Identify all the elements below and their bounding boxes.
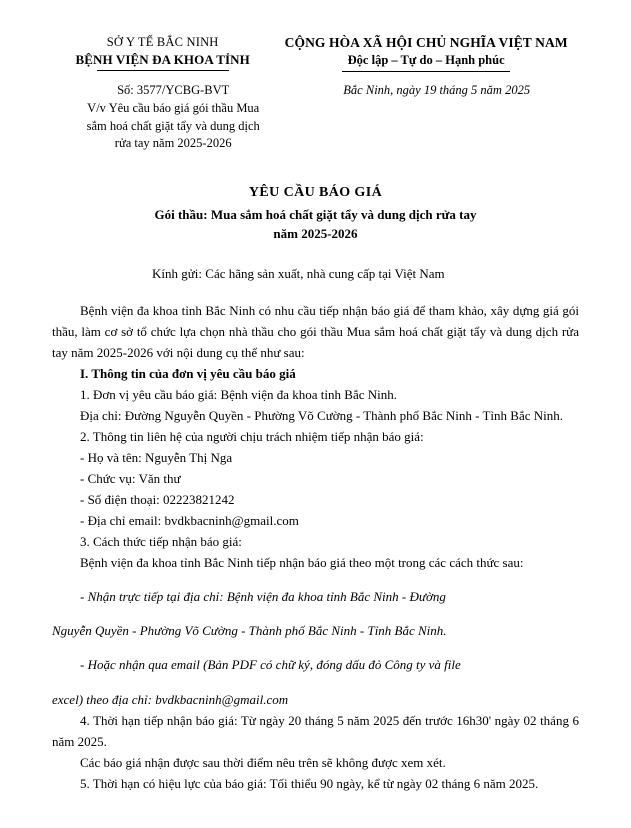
package-title-line1: Gói thầu: Mua sắm hoá chất giặt tẩy và dung dịch rửa tay [154, 207, 477, 223]
item-4-note: Các báo giá nhận được sau thời điểm nêu trên sẽ không được xem xét. [80, 754, 446, 770]
item-2: 2. Thông tin liên hệ của người chịu trách nhiệm tiếp nhận báo giá: [80, 429, 424, 445]
item-3: 3. Cách thức tiếp nhận báo giá: [80, 534, 242, 550]
department-name: SỞ Y TẾ BẮC NINH [106, 35, 219, 49]
hospital-name: BỆNH VIỆN ĐA KHOA TỈNH [75, 51, 250, 67]
item-1: 1. Đơn vị yêu cầu báo giá: Bệnh viện đa khoa tỉnh Bắc Ninh. [80, 386, 397, 402]
document-reference [52, 82, 294, 153]
package-title-line2: năm 2025-2026 [273, 225, 358, 241]
document-subheader [52, 82, 579, 153]
item-3-method-1-line1: - Nhận trực tiếp tại địa chỉ: Bệnh viện đa khoa tỉnh Bắc Ninh - Đường [80, 589, 446, 605]
contact-name: - Họ và tên: Nguyễn Thị Nga [80, 450, 233, 466]
recipient-line: Kính gửi: Các hãng sản xuất, nhà cung cấp tại Việt Nam [152, 265, 445, 281]
place-and-date: Bắc Ninh, ngày 19 tháng 5 năm 2025 [343, 83, 531, 98]
document-body [52, 300, 579, 794]
header-left-divider [97, 70, 229, 71]
header-right-divider [342, 71, 510, 72]
national-motto: Độc lập – Tự do – Hạnh phúc [347, 53, 505, 68]
item-1-address: Địa chỉ: Đường Nguyễn Quyền - Phường Võ Cường - Thành phố Bắc Ninh - Tỉnh Bắc Ninh. [80, 408, 563, 424]
issuing-organization [52, 34, 273, 71]
document-subject-line1: V/v Yêu cầu báo giá gói thầu Mua [87, 100, 260, 115]
country-name: CỘNG HÒA XÃ HỘI CHỦ NGHĨA VIỆT NAM [284, 35, 568, 50]
section-1-heading: I. Thông tin của đơn vị yêu cầu báo giá [80, 365, 296, 381]
contact-email: - Địa chỉ email: bvdkbacninh@gmail.com [80, 513, 299, 529]
item-3-method-2-line1: - Hoặc nhận qua email (Bản PDF có chữ ký, đóng dấu đỏ Công ty và file [80, 657, 461, 673]
item-4: 4. Thời hạn tiếp nhận báo giá: Từ ngày 20 tháng 5 năm 2025 đến trước 16h30' ngày 02 tháng 6 năm 2025. [52, 712, 579, 749]
title-block [52, 185, 579, 244]
item-3-method-2-line2: excel) theo địa chỉ: bvdkbacninh@gmail.com [52, 691, 289, 707]
item-3-method-1-line2: Nguyễn Quyền - Phường Võ Cường - Thành phố Bắc Ninh - Tỉnh Bắc Ninh. [52, 623, 447, 639]
page-title: YÊU CẦU BÁO GIÁ [248, 185, 383, 201]
contact-role: - Chức vụ: Văn thư [80, 471, 181, 487]
item-3-intro: Bệnh viện đa khoa tỉnh Bắc Ninh tiếp nhận báo giá theo một trong các cách thức sau: [80, 555, 524, 571]
document-number: Số: 3577/YCBG-BVT [117, 83, 230, 98]
contact-phone: - Số điện thoại: 02223821242 [80, 492, 235, 508]
document-header [52, 34, 579, 72]
item-5: 5. Thời hạn có hiệu lực của báo giá: Tối thiểu 90 ngày, kể từ ngày 02 tháng 6 năm 2025. [80, 775, 539, 791]
intro-paragraph: Bệnh viện đa khoa tỉnh Bắc Ninh có nhu cầu tiếp nhận báo giá để tham khảo, xây dựng giá gói thầu, làm cơ sở tổ chức lựa chọn nhà thầu cho gói thầu Mua sắm hoá chất giặt tẩy và dung dịch rửa tay năm 2025-2026 với nội dung cụ thể như sau: [52, 302, 579, 360]
document-subject-line3: rửa tay năm 2025-2026 [114, 136, 232, 151]
national-heading [273, 34, 579, 72]
document-subject-line2: sắm hoá chất giặt tẩy và dung dịch [86, 118, 260, 133]
